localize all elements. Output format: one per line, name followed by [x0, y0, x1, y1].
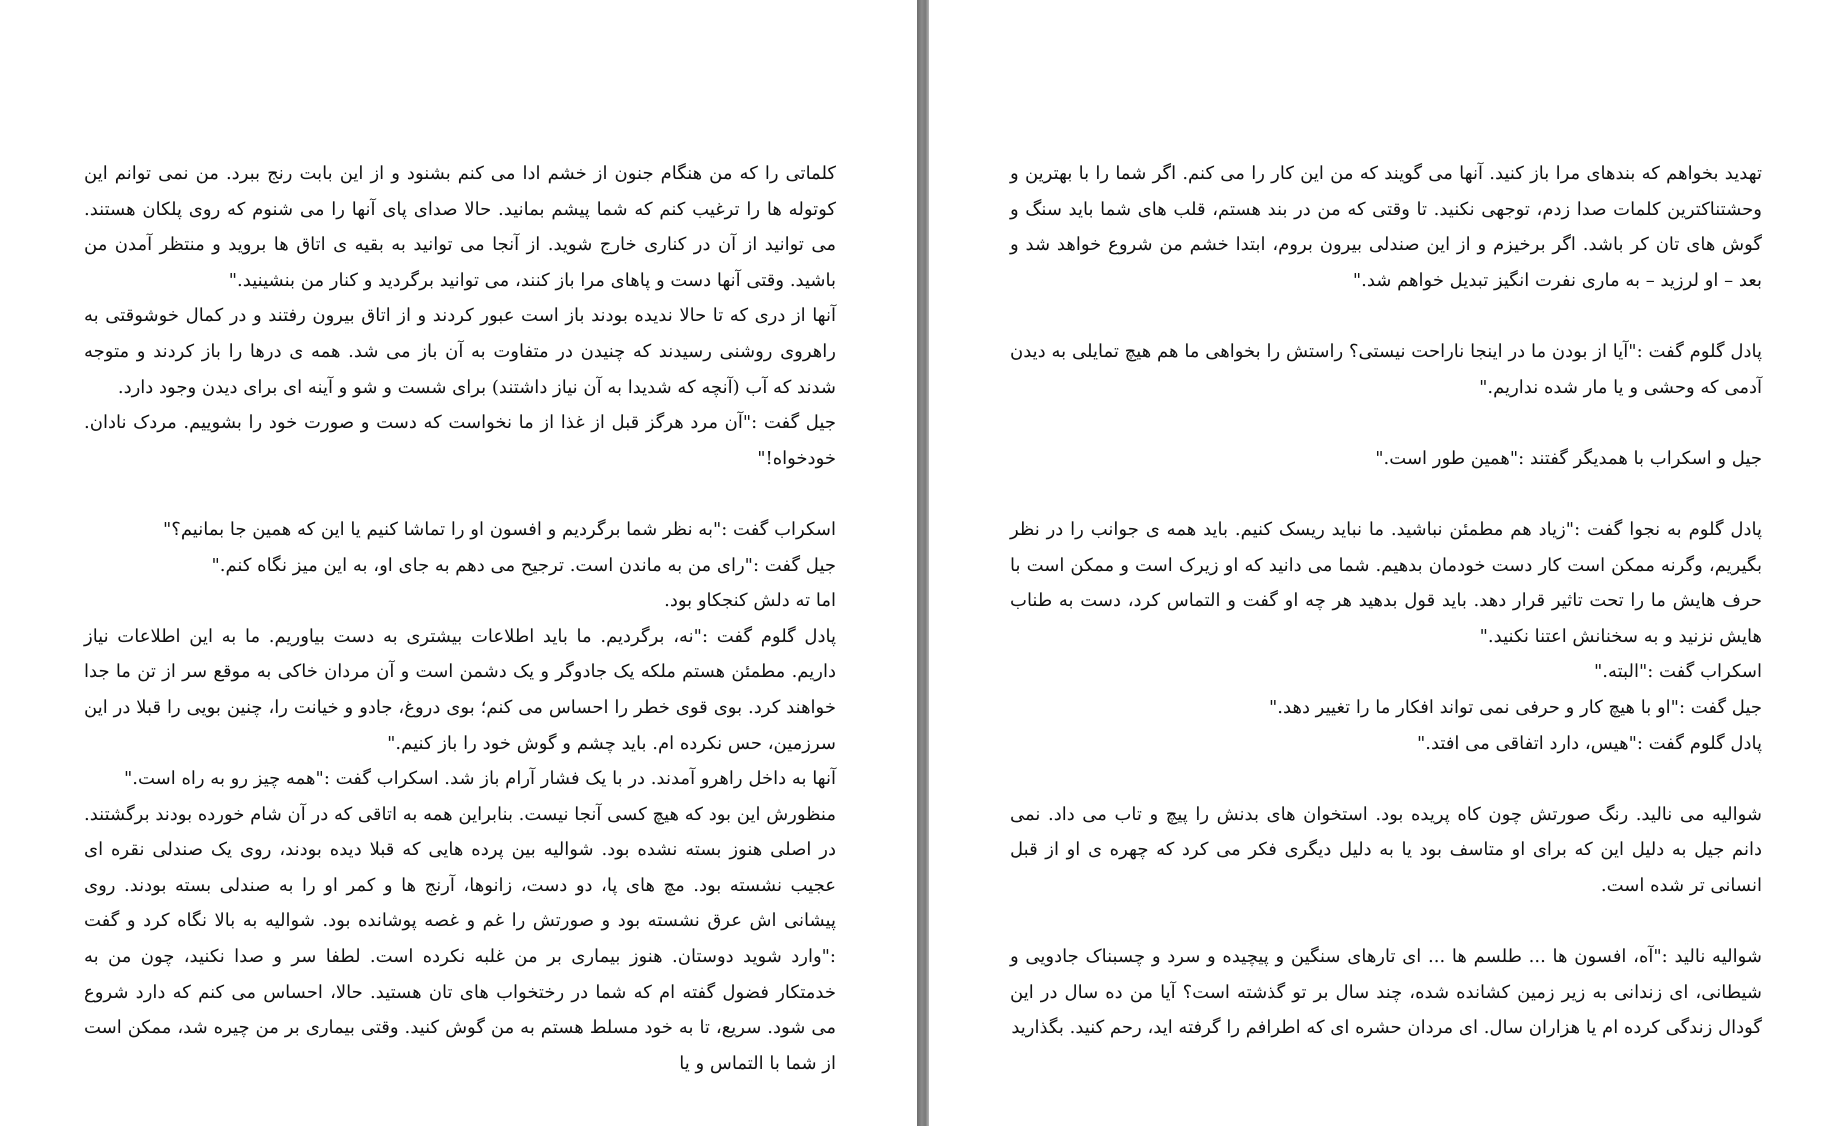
paragraph: شوالیه می نالید. رنگ صورتش چون کاه پریده بود. استخوان های بدنش را پیچ و تاب می داد. نمی دانم جیل به دلیل این که برای او متاسف بود یا به دلیل دیگری فکر می کرد که چهره ی او از قبل انسانی تر شده است.	[1010, 803, 1762, 896]
paragraph: تهدید بخواهم که بندهای مرا باز کنید. آنها می گویند که من این کار را می کنم. اگر شما را با بهترین و وحشتناکترین کلمات صدا زدم، توجهی نکنید. تا وقتی که من در بند هستم، قلب های شما باید سنگ و گوش های تان کر باشد. اگر برخیزم و از این صندلی بیرون بروم، ابتدا خشم من شروع خواهد شد و بعد – او لرزید – به ماری نفرت انگیز تبدیل خواهم شد."	[1010, 163, 1762, 291]
paragraph: آنها از دری که تا حالا ندیده بودند باز است عبور کردند و از اتاق بیرون رفتند و در کمال خوشوقتی به راهروی روشنی رسیدند که چنیدن در متفاوت به آن باز می شد. همه ی درها را باز کردند و متوجه شدند که آب (آنچه که شدیدا به آن نیاز داشتند) برای شست و شو و آینه ای برای دیدن وجود دارد.	[84, 305, 836, 398]
right-page-text	[1010, 156, 1762, 1046]
paragraph: اسکراب گفت :"به نظر شما برگردیم و افسون او را تماشا کنیم یا این که همین جا بمانیم؟"	[162, 518, 836, 540]
paragraph: جیل گفت :"رای من به ماندن است. ترجیح می دهم به جای او، به این میز نگاه کنم."	[211, 554, 836, 576]
paragraph: کلماتی را که من هنگام جنون از خشم ادا می کنم بشنود و از این بابت رنج ببرد. من نمی توانم این کوتوله ها را ترغیب کنم که شما پیشم بمانید. حالا صدای پای آنها را می شنوم که روی پلکان هستند. می توانید از آن در کناری خارج شوید. از آنجا می توانید به بقیه ی اتاق ها بروید و منتظر آمدن من باشید. وقتی آنها دست و پاهای مرا باز کنند، می توانید برگردید و کنار من بنشینید."	[84, 163, 836, 291]
paragraph: اما ته دلش کنجکاو بود.	[664, 590, 836, 612]
left-page-text	[84, 156, 836, 1081]
paragraph: آنها به داخل راهرو آمدند. در با یک فشار آرام باز شد. اسکراب گفت :"همه چیز رو به راه است."	[123, 768, 836, 790]
paragraph: شوالیه نالید :"آه، افسون ها ... طلسم ها ... ای تارهای سنگین و پیچیده و سرد و چسبناک جادویی و شیطانی، ای زندانی به زیر زمین کشانده شده، چند سال بر تو گذشته است؟ آیا من ده سال در این گودال زندگی کرده ام یا هزاران سال. ای مردان حشره ای که اطرافم را گرفته اید، رحم کنید. بگذارید	[1010, 946, 1762, 1039]
paragraph: جیل و اسکراب با همدیگر گفتند :"همین طور است."	[1375, 447, 1762, 469]
paragraph: پادل گلوم گفت :"هیس، دارد اتفاقی می افتد."	[1416, 732, 1762, 754]
page-gutter	[917, 0, 929, 1126]
paragraph: پادل گلوم گفت :"آیا از بودن ما در اینجا ناراحت نیستی؟ راستش را بخواهی ما هم هیچ تمایلی به دیدن آدمی که وحشی و یا مار شده نداریم."	[1010, 340, 1762, 398]
paragraph: منظورش این بود که هیچ کسی آنجا نیست. بنابراین همه به اتاقی که در آن شام خورده بودند برگشتند. در اصلی هنوز بسته نشده بود. شوالیه بین پرده هایی که قبلا دیده بودند، روی یک صندلی نقره ای عجیب نشسته بود. مچ های پا، دو دست، زانوها، آرنج ها و کمر او را به صندلی بسته بودند. روی پیشانی اش عرق نشسته بود و صورتش را غم و غصه پوشانده بود. شوالیه به بالا نگاه کرد و گفت :"وارد شوید دوستان. هنوز بیماری بر من غلبه نکرده است. لطفا سر و صدا نکنید، چون من به خدمتکار فضول گفته ام که شما در رختخواب های تان هستید. حالا، احساس می کنم که دارد شروع می شود. سریع، تا به خود مسلط هستم به من گوش کنید. وقتی بیماری بر من چیره شد، ممکن است از شما با التماس و یا	[84, 803, 836, 1074]
left-page	[0, 0, 917, 1126]
paragraph: جیل گفت :"او با هیچ کار و حرفی نمی تواند افکار ما را تغییر دهد."	[1269, 696, 1762, 718]
paragraph: اسکراب گفت :"البته."	[1593, 661, 1762, 683]
paragraph: پادل گلوم به نجوا گفت :"زیاد هم مطمئن نباشید. ما نباید ریسک کنیم. باید همه ی جوانب را در نظر بگیریم، وگرنه ممکن است کار دست خودمان بدهیم. شما می دانید که او زیرک است و ممکن است با حرف هایش ما را تحت تاثیر قرار دهد. باید قول بدهید هر چه او گفت و التماس کرد، دست به طناب هایش نزنید و به سخنانش اعتنا نکنید."	[1010, 518, 1762, 647]
paragraph: پادل گلوم گفت :"نه، برگردیم. ما باید اطلاعات بیشتری به دست بیاوریم. ما به این اطلاعات نیاز داریم. مطمئن هستم ملکه یک جادوگر و یک دشمن است و آن مردان خاکی به موقع سر از تن ما جدا خواهند کرد. بوی قوی خطر را احساس می کنم؛ بوی دروغ، جادو و خیانت را، چنین بویی را قبلا در این سرزمین، حس نکرده ام. باید چشم و گوش خود را باز کنیم."	[84, 625, 836, 754]
right-page	[929, 0, 1839, 1126]
paragraph: جیل گفت :"آن مرد هرگز قبل از غذا از ما نخواست که دست و صورت خود را بشوییم. مردک نادان. خودخواه!"	[84, 412, 836, 469]
